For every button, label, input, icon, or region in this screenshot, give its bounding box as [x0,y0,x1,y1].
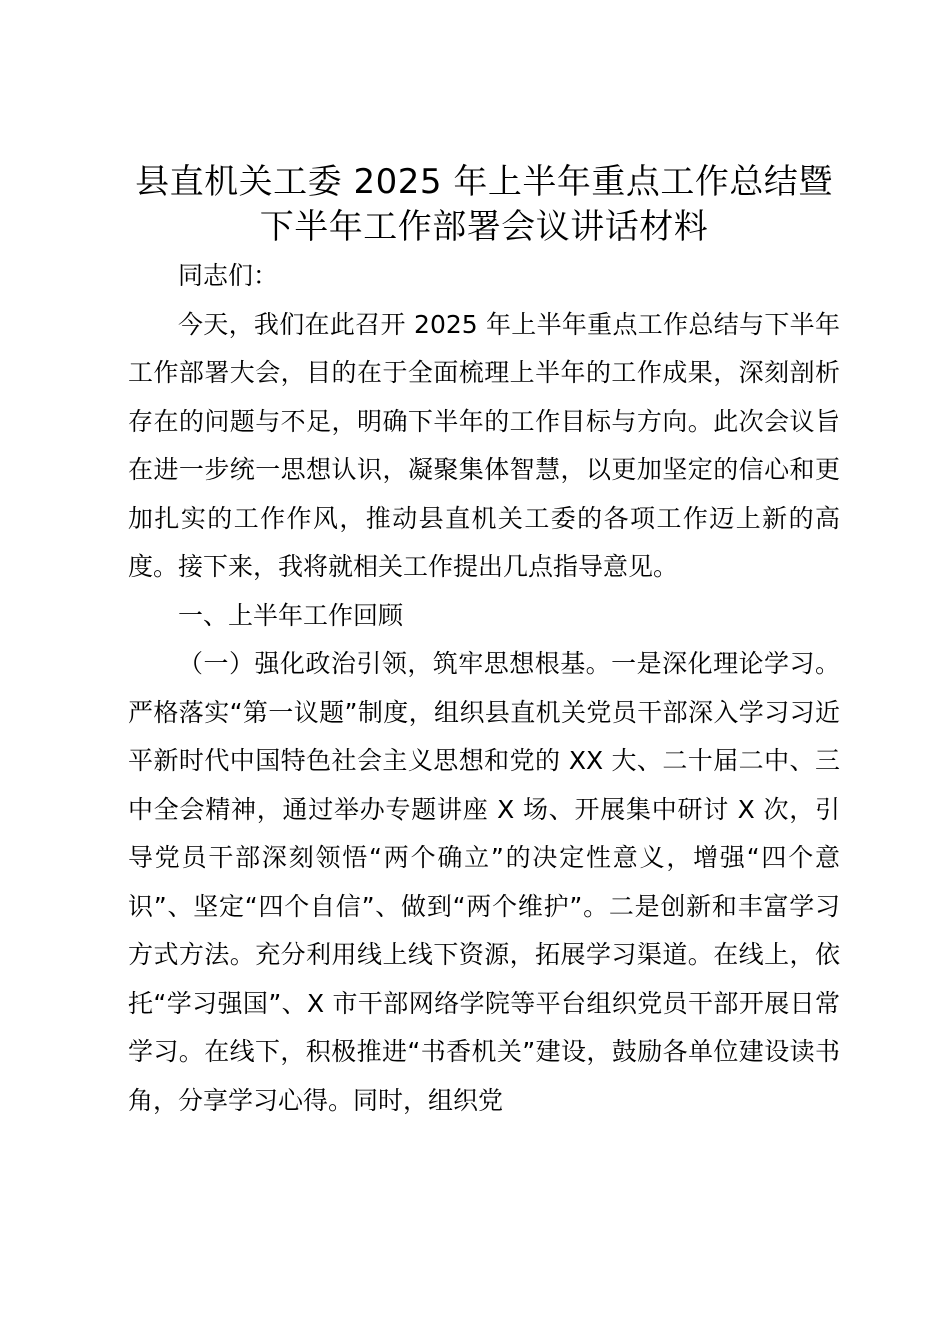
intro-paragraph: 今天，我们在此召开 2025 年上半年重点工作总结与下半年工作部署大会，目的在于全面梳理上半年的工作成果，深刻剖析存在的问题与不足，明确下半年的工作目标与方向。此次会议旨在进一步统一思想认识，凝聚集体智慧，以更加坚定的信心和更加扎实的工作作风，推动县直机关工委的各项工作迈上新的高度。接下来，我将就相关工作提出几点指导意见。 [128,309,840,581]
salutation: 同志们： [178,261,279,290]
document-title [128,160,840,250]
section-1-paragraph-1: （一）强化政治引领，筑牢思想根基。一是深化理论学习。严格落实“第一议题”制度，组织县直机关党员干部深入学习习近平新时代中国特色社会主义思想和党的 XX 大、二十届二中、三中全会精神，通过举办专题讲座 X 场、开展集中研讨 X 次，引导党员干部深刻领悟“两个确立”的决定性意义，增强“四个意识”、坚定“四个自信”、做到“两个维护”。二是创新和丰富学习方式方法。充分利用线上线下资源，拓展学习渠道。在线上，依托“学习强国”、X 市干部网络学院等平台组织党员干部开展日常学习。在线下，积极推进“书香机关”建设，鼓励各单位建设读书角，分享学习心得。同时，组织党 [128,649,840,1115]
document-page [128,160,840,1125]
section-1-heading: 一、上半年工作回顾 [178,600,404,630]
title-line-1: 县直机关工委 2025 年上半年重点工作总结暨 [135,162,833,202]
title-line-2: 下半年工作部署会议讲话材料 [259,207,709,247]
